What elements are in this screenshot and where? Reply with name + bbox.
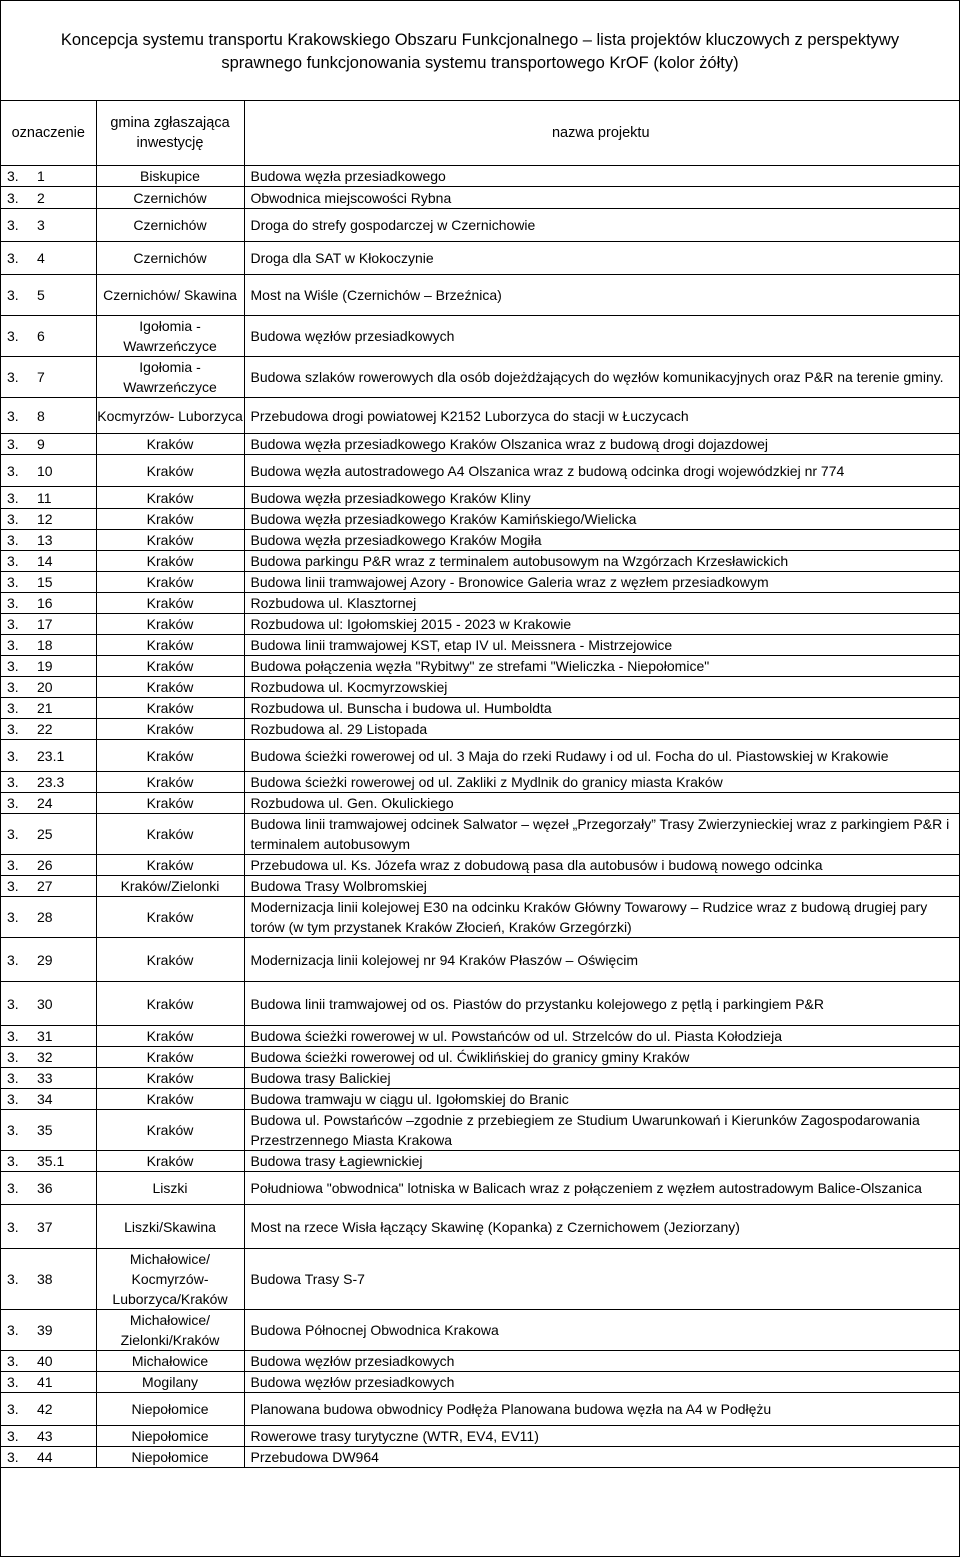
row-code: [1, 876, 96, 897]
row-code-prefix: 3.: [7, 595, 19, 611]
table-row: [1, 166, 959, 187]
row-project-name: Budowa tramwaju w ciągu ul. Igołomskiej do Branic: [244, 1089, 959, 1110]
row-code: [1, 551, 96, 572]
row-code-prefix: 3.: [7, 658, 19, 674]
row-project-name: Budowa węzłów przesiadkowych: [244, 1351, 959, 1372]
row-code-prefix: 3.: [7, 574, 19, 590]
row-code-number: 4: [37, 250, 45, 266]
row-code-number: 25: [37, 826, 53, 842]
row-code: [1, 1047, 96, 1068]
row-project-name: Rozbudowa ul: Igołomskiej 2015 - 2023 w Krakowie: [244, 614, 959, 635]
row-project-name: Budowa linii tramwajowej Azory - Bronowice Galeria wraz z węzłem przesiadkowym: [244, 572, 959, 593]
row-code-number: 41: [37, 1374, 53, 1390]
row-code: [1, 938, 96, 982]
row-project-name: Budowa Trasy Wolbromskiej: [244, 876, 959, 897]
row-code-prefix: 3.: [7, 462, 19, 479]
row-gmina: Michałowice/ Zielonki/Kraków: [96, 1310, 244, 1351]
row-gmina: Kraków: [96, 897, 244, 938]
row-project-name: Budowa węzła przesiadkowego Kraków Kliny: [244, 487, 959, 509]
row-code: [1, 1351, 96, 1372]
row-code: [1, 698, 96, 719]
row-code-prefix: 3.: [7, 1449, 19, 1465]
row-code-prefix: 3.: [7, 1122, 19, 1138]
row-gmina: Niepołomice: [96, 1393, 244, 1426]
row-code-number: 9: [37, 436, 45, 452]
row-project-name: Budowa linii tramwajowej KST, etap IV ul. Meissnera - Mistrzejowice: [244, 635, 959, 656]
row-gmina: Kocmyrzów- Luborzyca: [96, 398, 244, 434]
row-code: [1, 357, 96, 398]
row-gmina: Kraków: [96, 772, 244, 793]
table-row: [1, 897, 959, 938]
row-code: [1, 1393, 96, 1426]
row-project-name: Budowa linii tramwajowej od os. Piastów do przystanku kolejowego z pętlą i parkingiem P&R: [244, 982, 959, 1026]
row-gmina: Kraków: [96, 814, 244, 855]
row-code-number: 32: [37, 1049, 53, 1065]
row-code-number: 26: [37, 857, 53, 873]
row-project-name: Budowa linii tramwajowej odcinek Salwator – węzeł „Przegorzały” Trasy Zwierzynieckiej wraz z parkingiem P&R i terminalem autobusowym: [244, 814, 959, 855]
header-project-name: nazwa projektu: [244, 101, 959, 166]
row-code-prefix: 3.: [7, 1028, 19, 1044]
table-row: [1, 1068, 959, 1089]
row-project-name: Rozbudowa ul. Klasztornej: [244, 593, 959, 614]
row-code-number: 34: [37, 1091, 53, 1107]
table-row: [1, 1205, 959, 1249]
row-code-prefix: 3.: [7, 553, 19, 569]
table-row: [1, 1089, 959, 1110]
row-code-prefix: 3.: [7, 328, 19, 344]
table-row: [1, 635, 959, 656]
table-row: [1, 1447, 959, 1468]
row-gmina: Biskupice: [96, 166, 244, 187]
table-row: [1, 982, 959, 1026]
title-line-1: Koncepcja systemu transportu Krakowskiego Obszaru Funkcjonalnego – lista projektów kluczowych z perspektywy: [60, 30, 900, 49]
document-title: [1, 1, 959, 101]
row-code-number: 40: [37, 1353, 53, 1369]
row-gmina: Kraków: [96, 455, 244, 487]
row-code: [1, 793, 96, 814]
row-code: [1, 1372, 96, 1393]
row-project-name: Most na Wiśle (Czernichów – Brzeźnica): [244, 275, 959, 316]
row-code-prefix: 3.: [7, 1374, 19, 1390]
row-code: [1, 1249, 96, 1310]
row-code-prefix: 3.: [7, 909, 19, 925]
title-line-2: sprawnego funkcjonowania systemu transportowego KrOF (kolor żółty): [221, 53, 739, 72]
row-gmina: Kraków: [96, 593, 244, 614]
table-row: [1, 719, 959, 740]
row-project-name: Przebudowa drogi powiatowej K2152 Luborzyca do stacji w Łuczycach: [244, 398, 959, 434]
row-code-number: 20: [37, 679, 53, 695]
row-code-prefix: 3.: [7, 1218, 19, 1235]
row-project-name: Droga dla SAT w Kłokoczynie: [244, 242, 959, 275]
table-row: [1, 1249, 959, 1310]
row-code-number: 14: [37, 553, 53, 569]
row-code-number: 37: [37, 1218, 53, 1235]
row-gmina: Kraków: [96, 551, 244, 572]
row-gmina: Kraków: [96, 793, 244, 814]
table-row: [1, 814, 959, 855]
row-gmina: Kraków: [96, 1151, 244, 1172]
table-row: [1, 209, 959, 242]
row-project-name: Budowa węzła autostradowego A4 Olszanica wraz z budową odcinka drogi wojewódzkiej nr 774: [244, 455, 959, 487]
row-code-number: 12: [37, 511, 53, 527]
row-code: [1, 719, 96, 740]
row-code-prefix: 3.: [7, 857, 19, 873]
table-row: [1, 677, 959, 698]
row-gmina: Kraków: [96, 740, 244, 772]
row-code-prefix: 3.: [7, 1428, 19, 1444]
row-code-number: 17: [37, 616, 53, 632]
table-row: [1, 1351, 959, 1372]
table-row: [1, 242, 959, 275]
row-code-prefix: 3.: [7, 489, 19, 506]
row-project-name: Droga do strefy gospodarczej w Czernichowie: [244, 209, 959, 242]
row-gmina: Igołomia - Wawrzeńczyce: [96, 316, 244, 357]
row-code-prefix: 3.: [7, 436, 19, 452]
row-project-name: Przebudowa DW964: [244, 1447, 959, 1468]
table-row: [1, 938, 959, 982]
row-gmina: Kraków: [96, 530, 244, 551]
row-gmina: Liszki: [96, 1172, 244, 1205]
row-code-number: 35.1: [37, 1153, 65, 1169]
table-row: [1, 509, 959, 530]
row-code-prefix: 3.: [7, 1153, 19, 1169]
row-code-prefix: 3.: [7, 616, 19, 632]
row-code: [1, 275, 96, 316]
table-row: [1, 1047, 959, 1068]
row-code: [1, 1068, 96, 1089]
row-code: [1, 509, 96, 530]
row-code-number: 30: [37, 995, 53, 1012]
table-row: [1, 793, 959, 814]
row-code: [1, 897, 96, 938]
row-code-number: 35: [37, 1122, 53, 1138]
row-gmina: Kraków: [96, 509, 244, 530]
row-code-number: 33: [37, 1070, 53, 1086]
row-code-prefix: 3.: [7, 1353, 19, 1369]
row-project-name: Budowa węzłów przesiadkowych: [244, 1372, 959, 1393]
table-row: [1, 455, 959, 487]
row-code-number: 21: [37, 700, 53, 716]
table-row: [1, 530, 959, 551]
row-code-number: 8: [37, 407, 45, 424]
row-project-name: Budowa węzła przesiadkowego: [244, 166, 959, 187]
table-row: [1, 398, 959, 434]
row-project-name: Budowa ścieżki rowerowej od ul. 3 Maja do rzeki Rudawy i od ul. Focha do ul. Piastowskiej w Krakowie: [244, 740, 959, 772]
row-code-prefix: 3.: [7, 287, 19, 303]
row-gmina: Kraków: [96, 982, 244, 1026]
row-gmina: Kraków: [96, 855, 244, 876]
row-project-name: Rowerowe trasy turytyczne (WTR, EV4, EV11): [244, 1426, 959, 1447]
row-project-name: Budowa szlaków rowerowych dla osób dojeżdżających do węzłów komunikacyjnych oraz P&R na terenie gminy.: [244, 357, 959, 398]
table-row: [1, 1372, 959, 1393]
row-gmina: Kraków: [96, 698, 244, 719]
table-row: [1, 740, 959, 772]
table-row: [1, 614, 959, 635]
row-code: [1, 487, 96, 509]
table-row: [1, 434, 959, 455]
row-code-number: 2: [37, 189, 45, 206]
row-project-name: Budowa ul. Powstańców –zgodnie z przebiegiem ze Studium Uwarunkowań i Kierunków Zagospodarowania Przestrzennego Miasta Krakowa: [244, 1110, 959, 1151]
row-gmina: Kraków: [96, 487, 244, 509]
row-project-name: Budowa parkingu P&R wraz z terminalem autobusowym na Wzgórzach Krzesławickich: [244, 551, 959, 572]
row-gmina: Czernichów: [96, 209, 244, 242]
header-code: oznaczenie: [1, 101, 96, 166]
row-code-number: 5: [37, 287, 45, 303]
row-gmina: Kraków: [96, 1089, 244, 1110]
row-gmina: Igołomia - Wawrzeńczyce: [96, 357, 244, 398]
row-code: [1, 316, 96, 357]
row-project-name: Planowana budowa obwodnicy Podłęża Planowana budowa węzła na A4 w Podłężu: [244, 1393, 959, 1426]
row-code-number: 38: [37, 1271, 53, 1287]
row-gmina: Kraków: [96, 1110, 244, 1151]
row-gmina: Liszki/Skawina: [96, 1205, 244, 1249]
row-code-number: 7: [37, 369, 45, 385]
row-code: [1, 593, 96, 614]
row-code-prefix: 3.: [7, 721, 19, 737]
row-gmina: Kraków: [96, 1068, 244, 1089]
row-code: [1, 814, 96, 855]
row-project-name: Rozbudowa ul. Kocmyrzowskiej: [244, 677, 959, 698]
row-project-name: Rozbudowa ul. Gen. Okulickiego: [244, 793, 959, 814]
row-project-name: Budowa węzła przesiadkowego Kraków Kamińskiego/Wielicka: [244, 509, 959, 530]
table-row: [1, 357, 959, 398]
row-code: [1, 572, 96, 593]
table-row: [1, 1393, 959, 1426]
row-code-number: 23.3: [37, 774, 65, 790]
row-code: [1, 677, 96, 698]
row-code: [1, 635, 96, 656]
row-project-name: Budowa węzła przesiadkowego Kraków Olszanica wraz z budową drogi dojazdowej: [244, 434, 959, 455]
row-code: [1, 772, 96, 793]
row-code-number: 15: [37, 574, 53, 590]
row-gmina: Kraków/Zielonki: [96, 876, 244, 897]
row-project-name: Przebudowa ul. Ks. Józefa wraz z dobudową pasa dla autobusów i budową nowego odcinka: [244, 855, 959, 876]
row-project-name: Budowa ścieżki rowerowej od ul. Zakliki z Mydlnik do granicy miasta Kraków: [244, 772, 959, 793]
row-code: [1, 1110, 96, 1151]
projects-table: [1, 101, 959, 1468]
table-row: [1, 187, 959, 209]
header-gmina: gmina zgłaszająca inwestycję: [96, 101, 244, 166]
table-row: [1, 1026, 959, 1047]
row-code-prefix: 3.: [7, 795, 19, 811]
row-code-number: 44: [37, 1449, 53, 1465]
row-project-name: Budowa ścieżki rowerowej od ul. Ćwiklińskiej do granicy gminy Kraków: [244, 1047, 959, 1068]
row-project-name: Budowa ścieżki rowerowej w ul. Powstańców od ul. Strzelców do ul. Piasta Kołodzieja: [244, 1026, 959, 1047]
row-project-name: Budowa Trasy S-7: [244, 1249, 959, 1310]
row-code: [1, 1205, 96, 1249]
row-code-number: 1: [37, 168, 45, 184]
row-code-number: 10: [37, 462, 53, 479]
row-gmina: Kraków: [96, 635, 244, 656]
row-gmina: Kraków: [96, 677, 244, 698]
table-row: [1, 1310, 959, 1351]
row-code: [1, 740, 96, 772]
row-code-number: 29: [37, 951, 53, 968]
row-project-name: Budowa trasy Balickiej: [244, 1068, 959, 1089]
row-code-number: 24: [37, 795, 53, 811]
row-gmina: Czernichów: [96, 242, 244, 275]
row-code-prefix: 3.: [7, 1180, 19, 1196]
table-row: [1, 876, 959, 897]
row-code-prefix: 3.: [7, 747, 19, 764]
row-code-prefix: 3.: [7, 1049, 19, 1065]
row-code: [1, 1089, 96, 1110]
table-row: [1, 1151, 959, 1172]
row-code-prefix: 3.: [7, 168, 19, 184]
row-code: [1, 1447, 96, 1468]
row-code-prefix: 3.: [7, 1070, 19, 1086]
row-gmina: Kraków: [96, 656, 244, 677]
row-code-number: 27: [37, 878, 53, 894]
row-code-prefix: 3.: [7, 532, 19, 548]
table-row: [1, 656, 959, 677]
row-gmina: Kraków: [96, 434, 244, 455]
row-gmina: Michałowice/ Kocmyrzów- Luborzyca/Kraków: [96, 1249, 244, 1310]
row-code-prefix: 3.: [7, 250, 19, 266]
row-code: [1, 1151, 96, 1172]
row-code: [1, 455, 96, 487]
table-row: [1, 275, 959, 316]
row-code: [1, 166, 96, 187]
row-code-prefix: 3.: [7, 407, 19, 424]
row-code: [1, 982, 96, 1026]
row-project-name: Budowa Północnej Obwodnica Krakowa: [244, 1310, 959, 1351]
row-code-prefix: 3.: [7, 1271, 19, 1287]
row-code: [1, 855, 96, 876]
table-row: [1, 1172, 959, 1205]
row-code-number: 28: [37, 909, 53, 925]
row-code-number: 42: [37, 1401, 53, 1417]
row-project-name: Modernizacja linii kolejowej nr 94 Kraków Płaszów – Oświęcim: [244, 938, 959, 982]
row-project-name: Południowa "obwodnica" lotniska w Balicach wraz z połączeniem z węzłem autostradowym Balice-Olszanica: [244, 1172, 959, 1205]
row-gmina: Kraków: [96, 938, 244, 982]
row-gmina: Kraków: [96, 572, 244, 593]
row-code: [1, 1172, 96, 1205]
row-code-prefix: 3.: [7, 511, 19, 527]
row-code-number: 23.1: [37, 747, 65, 764]
row-code-prefix: 3.: [7, 951, 19, 968]
row-code-number: 3: [37, 217, 45, 233]
row-code-number: 18: [37, 637, 53, 653]
row-code-number: 36: [37, 1180, 53, 1196]
row-gmina: Kraków: [96, 719, 244, 740]
table-row: [1, 487, 959, 509]
row-code-prefix: 3.: [7, 679, 19, 695]
row-gmina: Mogilany: [96, 1372, 244, 1393]
row-code-prefix: 3.: [7, 1401, 19, 1417]
row-code-number: 39: [37, 1322, 53, 1338]
row-project-name: Obwodnica miejscowości Rybna: [244, 187, 959, 209]
row-code-number: 13: [37, 532, 53, 548]
row-code-prefix: 3.: [7, 774, 19, 790]
row-project-name: Budowa połączenia węzła "Rybitwy" ze strefami "Wieliczka - Niepołomice": [244, 656, 959, 677]
row-code-prefix: 3.: [7, 878, 19, 894]
table-row: [1, 316, 959, 357]
row-code: [1, 530, 96, 551]
row-gmina: Kraków: [96, 1026, 244, 1047]
table-row: [1, 1426, 959, 1447]
row-project-name: Budowa trasy Łagiewnickiej: [244, 1151, 959, 1172]
row-gmina: Niepołomice: [96, 1426, 244, 1447]
row-code: [1, 614, 96, 635]
row-code-prefix: 3.: [7, 1322, 19, 1338]
row-code-prefix: 3.: [7, 217, 19, 233]
row-code: [1, 398, 96, 434]
row-gmina: Czernichów: [96, 187, 244, 209]
row-code: [1, 656, 96, 677]
row-project-name: Most na rzece Wisła łączący Skawinę (Kopanka) z Czernichowem (Jeziorzany): [244, 1205, 959, 1249]
row-code: [1, 242, 96, 275]
row-project-name: Budowa węzła przesiadkowego Kraków Mogiła: [244, 530, 959, 551]
row-code-number: 19: [37, 658, 53, 674]
row-code-prefix: 3.: [7, 826, 19, 842]
row-gmina: Czernichów/ Skawina: [96, 275, 244, 316]
table-row: [1, 551, 959, 572]
row-code-number: 43: [37, 1428, 53, 1444]
row-code-number: 11: [37, 489, 52, 506]
row-gmina: Niepołomice: [96, 1447, 244, 1468]
row-code-prefix: 3.: [7, 369, 19, 385]
table-header-row: [1, 101, 959, 166]
row-code-prefix: 3.: [7, 1091, 19, 1107]
row-code: [1, 1026, 96, 1047]
row-code-number: 16: [37, 595, 53, 611]
row-code: [1, 434, 96, 455]
row-project-name: Budowa węzłów przesiadkowych: [244, 316, 959, 357]
table-row: [1, 855, 959, 876]
row-code-number: 31: [37, 1028, 53, 1044]
row-code-number: 22: [37, 721, 53, 737]
row-gmina: Kraków: [96, 614, 244, 635]
row-project-name: Modernizacja linii kolejowej E30 na odcinku Kraków Główny Towarowy – Rudzice wraz z budową drugiej pary torów (w tym przystanek Kraków Złocień, Kraków Grzegórzki): [244, 897, 959, 938]
row-code-prefix: 3.: [7, 700, 19, 716]
table-row: [1, 593, 959, 614]
row-gmina: Kraków: [96, 1047, 244, 1068]
table-row: [1, 772, 959, 793]
row-code: [1, 187, 96, 209]
table-row: [1, 1110, 959, 1151]
row-code-prefix: 3.: [7, 189, 19, 206]
row-code-prefix: 3.: [7, 995, 19, 1012]
row-code: [1, 209, 96, 242]
table-row: [1, 572, 959, 593]
row-code: [1, 1426, 96, 1447]
row-code: [1, 1310, 96, 1351]
row-code-number: 6: [37, 328, 45, 344]
table-row: [1, 698, 959, 719]
row-code-prefix: 3.: [7, 637, 19, 653]
row-project-name: Rozbudowa al. 29 Listopada: [244, 719, 959, 740]
row-project-name: Rozbudowa ul. Bunscha i budowa ul. Humboldta: [244, 698, 959, 719]
row-gmina: Michałowice: [96, 1351, 244, 1372]
